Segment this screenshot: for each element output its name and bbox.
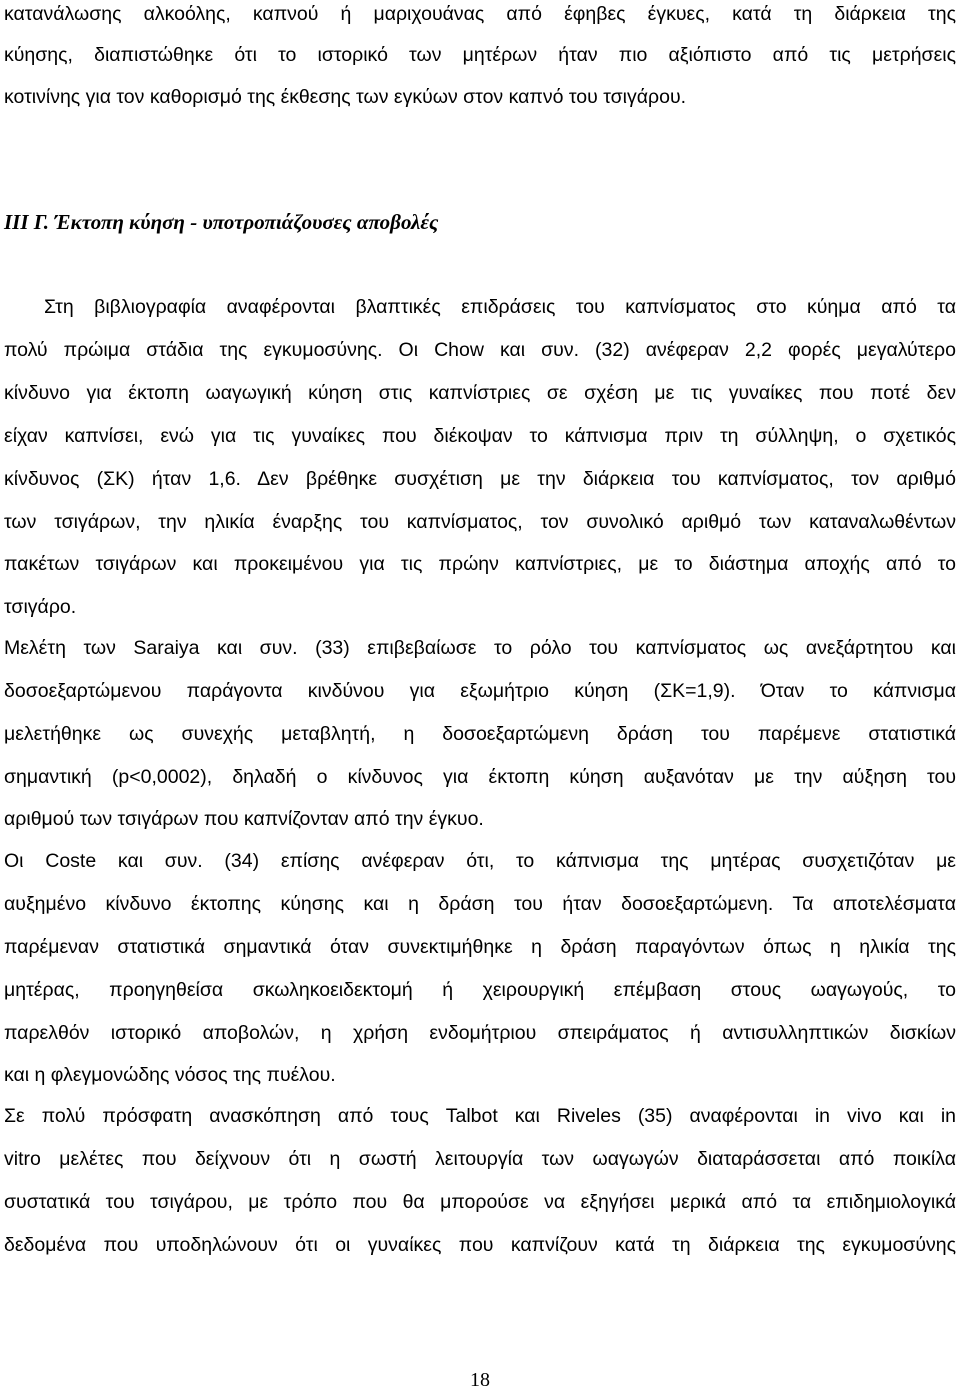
text-line: δοσοεξαρτώμενου παράγοντα κινδύνου για εξωμήτριο κύηση (ΣΚ=1,9). Όταν το κάπνισμα (4, 680, 956, 702)
text-line: κίνδυνος (ΣΚ) ήταν 1,6. Δεν βρέθηκε συσχέτιση με την διάρκεια του καπνίσματος, τον αριθμό (4, 468, 956, 490)
text-line: κατανάλωσης αλκοόλης, καπνού ή μαριχουάνας από έφηβες έγκυες, κατά τη διάρκεια της (4, 3, 956, 25)
text-line: κοτινίνης για τον καθορισμό της έκθεσης των εγκύων στον καπνό του τσιγάρου. (4, 86, 687, 108)
page-number: 18 (470, 1369, 490, 1391)
text-line: μελετήθηκε ως συνεχής μεταβλητή, η δοσοεξαρτώμενη δράση του παρέμενε στατιστικά (4, 723, 956, 745)
text-line: δεδομένα που υποδηλώνουν ότι οι γυναίκες που καπνίζουν κατά τη διάρκεια της εγκυμοσύνης (4, 1234, 956, 1256)
text-line: Σε πολύ πρόσφατη ανασκόπηση από τους Talbot και Riveles (35) αναφέρονται in vivo και in (4, 1105, 956, 1127)
section-heading: ΙΙΙ Γ. Έκτοπη κύηση - υποτροπιάζουσες αποβολές (4, 210, 439, 234)
text-line: Οι Coste και συν. (34) επίσης ανέφεραν ότι, το κάπνισμα της μητέρας συσχετιζόταν με (4, 850, 956, 872)
text-line: πακέτων τσιγάρων και προκειμένου για τις πρώην καπνίστριες, με το διάστημα αποχής από το (4, 553, 956, 575)
text-line: συστατικά του τσιγάρου, με τρόπο που θα μπορούσε να εξηγήσει μερικά από τα επιδημιολογικά (4, 1191, 956, 1213)
text-line: σημαντική (p<0,0002), δηλαδή ο κίνδυνος για έκτοπη κύηση αυξανόταν με την αύξηση του (4, 766, 956, 788)
text-line: και η φλεγμονώδης νόσος της πυέλου. (4, 1064, 336, 1086)
text-line: vitro μελέτες που δείχνουν ότι η σωστή λειτουργία των ωαγωγών διαταράσσεται από ποικίλα (4, 1148, 956, 1170)
text-line: κύησης, διαπιστώθηκε ότι το ιστορικό των μητέρων ήταν πιο αξιόπιστο από τις μετρήσεις (4, 44, 956, 66)
text-line: των τσιγάρων, την ηλικία έναρξης του καπνίσματος, τον συνολικό αριθμό των καταναλωθέντων (4, 511, 956, 533)
text-line: τσιγάρο. (4, 596, 77, 618)
text-line: Μελέτη των Saraiya και συν. (33) επιβεβαίωσε το ρόλο του καπνίσματος ως ανεξάρτητου και (4, 637, 956, 659)
text-line: αυξημένο κίνδυνο έκτοπης κύησης και η δράση του ήταν δοσοεξαρτώμενη. Τα αποτελέσματα (4, 893, 956, 915)
text-line: Στη βιβλιογραφία αναφέρονται βλαπτικές επιδράσεις του καπνίσματος στο κύημα από τα (44, 296, 956, 318)
text-line: είχαν καπνίσει, ενώ για τις γυναίκες που διέκοψαν το κάπνισμα πριν τη σύλληψη, ο σχετικός (4, 425, 956, 447)
text-line: παρέμεναν στατιστικά σημαντικά όταν συνεκτιμήθηκε η δράση παραγόντων όπως η ηλικία της (4, 936, 956, 958)
text-line: παρελθόν ιστορικό αποβολών, η χρήση ενδομήτριου σπειράματος ή αντισυλληπτικών δισκίων (4, 1022, 956, 1044)
text-line: πολύ πρώιμα στάδια της εγκυμοσύνης. Οι Chow και συν. (32) ανέφεραν 2,2 φορές μεγαλύτερο (4, 339, 956, 361)
text-line: αριθμού των τσιγάρων που καπνίζονταν από την έγκυο. (4, 808, 484, 830)
text-line: κίνδυνο για έκτοπη ωαγωγική κύηση στις καπνίστριες σε σχέση με τις γυναίκες που ποτέ δεν (4, 382, 956, 404)
text-line: μητέρας, προηγηθείσα σκωληκοειδεκτομή ή χειρουργική επέμβαση στους ωαγωγούς, το (4, 979, 956, 1001)
